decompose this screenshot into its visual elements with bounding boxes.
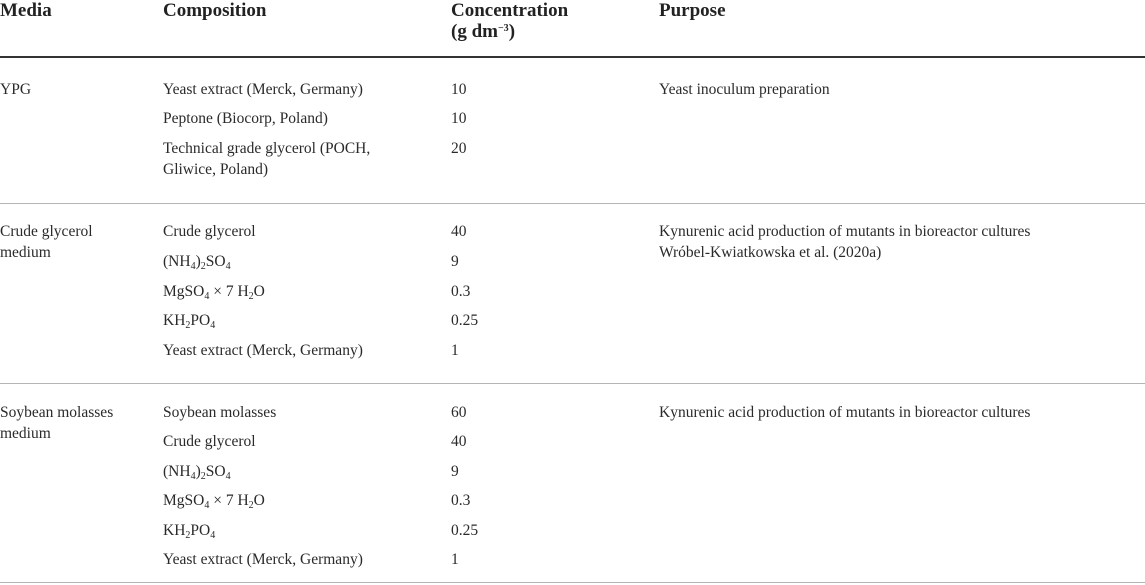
composition-cell-line: Crude glycerol — [163, 433, 256, 450]
header-divider — [0, 56, 1145, 58]
formula-part: (NH — [163, 253, 191, 270]
formula-subscript: 4 — [210, 320, 216, 331]
media-name-line: medium — [0, 425, 51, 442]
composition-cell — [163, 549, 363, 570]
composition-cell — [163, 138, 370, 180]
concentration-value: 40 — [451, 433, 467, 450]
header-concentration-unit: (g dm — [451, 21, 498, 42]
formula-subscript: 4 — [204, 500, 210, 511]
formula-part: KH — [163, 312, 186, 329]
concentration-value: 1 — [451, 342, 459, 359]
concentration-value: 9 — [451, 253, 459, 270]
purpose-text-line: Kynurenic acid production of mutants in bioreactor cultures — [659, 404, 1031, 421]
composition-cell-line: Gliwice, Poland) — [163, 161, 269, 178]
concentration-value: 1 — [451, 551, 459, 568]
composition-formula — [163, 461, 231, 482]
formula-part: (NH — [163, 463, 191, 480]
formula-part: O — [253, 492, 265, 509]
formula-part: SO — [205, 253, 226, 270]
formula-subscript: 4 — [190, 261, 196, 272]
formula-part: SO — [205, 463, 226, 480]
table-bottom-rule — [0, 582, 1145, 583]
group-divider — [0, 203, 1145, 204]
formula-part: MgSO — [163, 283, 205, 300]
formula-subscript: 4 — [210, 530, 216, 541]
composition-formula — [163, 520, 215, 541]
formula-subscript: 2 — [200, 471, 206, 482]
formula-subscript: 2 — [200, 261, 206, 272]
composition-cell — [163, 108, 328, 129]
formula-part: MgSO — [163, 492, 205, 509]
formula-subscript: 2 — [248, 500, 254, 511]
composition-formula — [163, 490, 265, 511]
concentration-value: 40 — [451, 223, 467, 240]
composition-formula — [163, 281, 265, 302]
header-media: Media — [0, 0, 52, 21]
concentration-value: 20 — [451, 140, 467, 157]
header-concentration — [451, 0, 568, 42]
concentration-value: 9 — [451, 463, 459, 480]
formula-subscript: 4 — [190, 471, 196, 482]
formula-subscript: 4 — [225, 471, 231, 482]
concentration-value: 0.25 — [451, 522, 479, 539]
composition-cell — [163, 431, 256, 452]
header-concentration-exponent: −3 — [497, 23, 509, 34]
formula-subscript: 2 — [248, 291, 254, 302]
composition-cell — [163, 79, 363, 100]
header-composition: Composition — [163, 0, 267, 21]
purpose-text — [659, 221, 1030, 263]
media-name-line: Crude glycerol — [0, 223, 93, 240]
composition-cell — [163, 402, 276, 423]
purpose-text-line: Yeast inoculum preparation — [659, 81, 830, 98]
concentration-value: 0.3 — [451, 492, 471, 509]
header-purpose: Purpose — [659, 0, 726, 21]
formula-part: PO — [190, 312, 211, 329]
formula-part: ) — [195, 463, 201, 480]
formula-subscript: 2 — [185, 320, 191, 331]
header-concentration-line2 — [451, 21, 568, 42]
composition-cell-line: Yeast extract (Merck, Germany) — [163, 551, 363, 568]
formula-part: KH — [163, 522, 186, 539]
group-divider — [0, 383, 1145, 384]
composition-formula — [163, 251, 231, 272]
composition-cell-line: Soybean molasses — [163, 404, 277, 421]
media-name — [0, 221, 93, 263]
composition-cell — [163, 340, 363, 361]
composition-cell-line: Crude glycerol — [163, 223, 256, 240]
formula-part: × 7 H — [209, 492, 249, 509]
concentration-value: 0.3 — [451, 283, 471, 300]
composition-cell — [163, 221, 256, 242]
composition-cell-line: Peptone (Biocorp, Poland) — [163, 110, 328, 127]
formula-subscript: 4 — [204, 291, 210, 302]
composition-cell-line: Technical grade glycerol (POCH, — [163, 140, 371, 157]
formula-part: × 7 H — [209, 283, 249, 300]
composition-cell-line: Yeast extract (Merck, Germany) — [163, 81, 363, 98]
purpose-text-line: Wróbel-Kwiatkowska et al. (2020a) — [659, 244, 882, 261]
formula-subscript: 4 — [225, 261, 231, 272]
media-name-line: Soybean molasses — [0, 404, 114, 421]
purpose-text-line: Kynurenic acid production of mutants in bioreactor cultures — [659, 223, 1031, 240]
composition-formula — [163, 310, 215, 331]
media-name — [0, 79, 31, 100]
formula-part: PO — [190, 522, 211, 539]
purpose-text — [659, 402, 1030, 423]
purpose-text — [659, 79, 830, 100]
formula-part: O — [253, 283, 265, 300]
media-name-line: medium — [0, 244, 51, 261]
composition-cell-line: Yeast extract (Merck, Germany) — [163, 342, 363, 359]
media-name-line: YPG — [0, 81, 32, 98]
concentration-value: 60 — [451, 404, 467, 421]
formula-subscript: 2 — [185, 530, 191, 541]
media-name — [0, 402, 113, 444]
concentration-value: 10 — [451, 110, 467, 127]
header-concentration-close: ) — [508, 21, 516, 42]
concentration-value: 0.25 — [451, 312, 479, 329]
formula-part: ) — [195, 253, 201, 270]
header-concentration-line1: Concentration — [451, 0, 569, 21]
concentration-value: 10 — [451, 81, 467, 98]
